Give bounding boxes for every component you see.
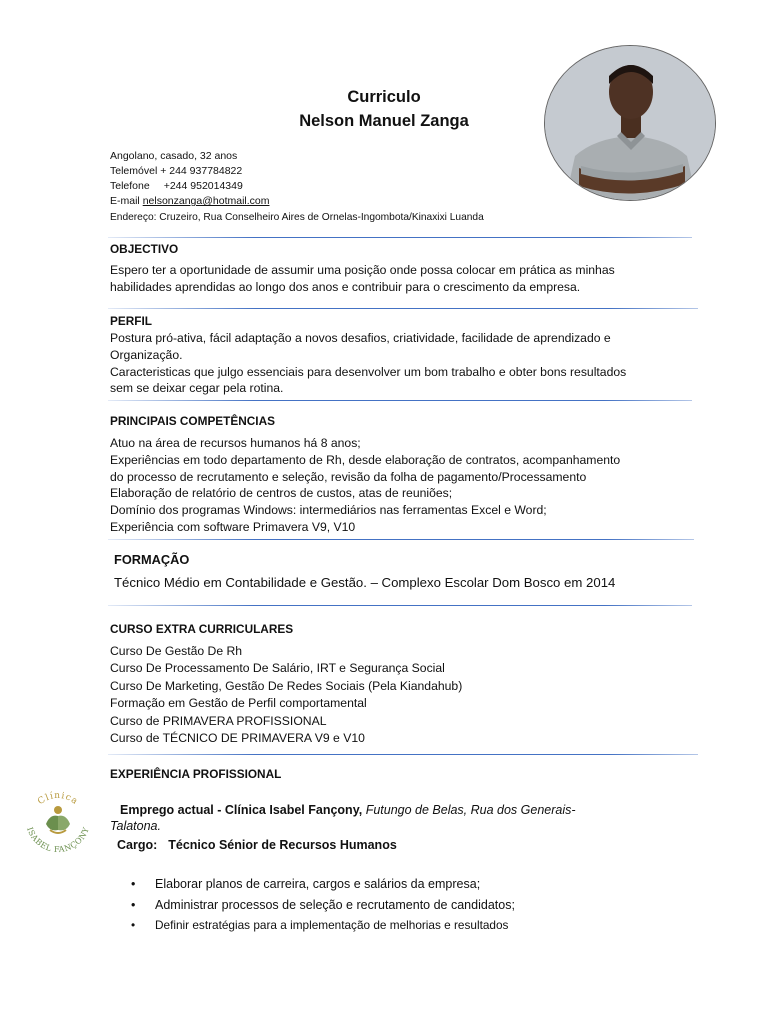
profile-line: Postura pró-ativa, fácil adaptação a novos desafios, criatividade, facilidade de aprendizado e	[110, 331, 611, 345]
duties-list	[130, 874, 690, 936]
phone-label: Telefone	[110, 180, 150, 192]
personal-info: Angolano, casado, 32 anos	[110, 150, 238, 162]
skills-line: Experiências em todo departamento de Rh, desde elaboração de contratos, acompanhamento	[110, 452, 621, 467]
skills-text	[110, 435, 710, 536]
section-divider	[108, 308, 698, 309]
course-item: Formação em Gestão de Perfil comportamental	[110, 696, 367, 711]
job-location: Futungo de Belas, Rua dos Generais-	[365, 803, 576, 817]
job-role	[117, 838, 397, 852]
education-text: Técnico Médio em Contabilidade e Gestão. – Complexo Escolar Dom Bosco em 2014	[114, 575, 616, 590]
course-item: Curso De Marketing, Gestão De Redes Sociais (Pela Kiandahub)	[110, 678, 463, 693]
bullet-icon: •	[131, 918, 136, 932]
course-item: Curso de PRIMAVERA PROFISSIONAL	[110, 713, 327, 728]
bullet-icon: •	[131, 897, 136, 912]
course-item: Curso De Processamento De Salário, IRT e Segurança Social	[110, 661, 445, 676]
phone-value: +244 952014349	[163, 180, 243, 192]
clinic-logo-icon	[20, 784, 96, 860]
candidate-name: Nelson Manuel Zanga	[299, 112, 469, 130]
duty-item	[130, 895, 690, 916]
svg-text:Clínica	[36, 790, 80, 807]
course-item: Curso de TÉCNICO DE PRIMAVERA V9 e V10	[110, 731, 365, 746]
education-heading: FORMAÇÃO	[114, 552, 190, 567]
profile-line: sem se deixar cegar pela rotina.	[110, 381, 284, 396]
email-label: E-mail	[110, 195, 140, 207]
duty-item	[130, 874, 690, 895]
objective-heading: OBJECTIVO	[110, 242, 179, 256]
job-company: Emprego actual - Clínica Isabel Fançony,	[120, 803, 363, 817]
objective-text	[110, 262, 700, 296]
email-row	[110, 194, 270, 209]
phone-row	[110, 179, 243, 194]
profile-photo	[544, 45, 716, 201]
duty-text: Administrar processos de seleção e recrutamento de candidatos;	[155, 897, 515, 912]
skills-line: Experiência com software Primavera V9, V10	[110, 519, 356, 534]
role-value: Técnico Sénior de Recursos Humanos	[168, 838, 397, 852]
profile-line: Caracteristicas que julgo essenciais para desenvolver um bom trabalho e obter bons resultados	[110, 364, 627, 379]
profile-line: Organização.	[110, 347, 183, 362]
logo-text-bottom: ISABEL FANÇONY	[25, 825, 91, 855]
mobile-phone: Telemóvel + 244 937784822	[110, 165, 243, 177]
objective-line: Espero ter a oportunidade de assumir uma posição onde possa colocar em prática as minhas	[110, 263, 615, 277]
section-divider	[108, 539, 694, 540]
skills-line: do processo de recrutamento e seleção, revisão da folha de pagamento/Processamento	[110, 469, 587, 484]
experience-heading: EXPERIÊNCIA PROFISSIONAL	[110, 767, 282, 781]
skills-line: Domínio dos programas Windows: intermediários nas ferramentas Excel e Word;	[110, 503, 547, 518]
section-divider	[108, 237, 692, 238]
section-divider	[108, 400, 692, 401]
duty-item	[130, 915, 690, 936]
profile-text	[110, 330, 710, 397]
skills-line: Elaboração de relatório de centros de custos, atas de reuniões;	[110, 486, 453, 501]
job-location-cont: Talatona.	[110, 819, 161, 833]
section-divider	[108, 754, 698, 755]
skills-heading: PRINCIPAIS COMPETÊNCIAS	[110, 414, 275, 428]
company-logo	[20, 784, 96, 860]
skills-line: Atuo na área de recursos humanos há 8 anos;	[110, 436, 361, 450]
bullet-icon: •	[131, 877, 136, 891]
section-divider	[108, 605, 692, 606]
address: Endereço: Cruzeiro, Rua Conselheiro Aires de Ornelas-Ingombota/Kinaxixi Luanda	[110, 212, 484, 223]
duty-text: Elaborar planos de carreira, cargos e salários da empresa;	[155, 877, 481, 891]
course-item: Curso De Gestão De Rh	[110, 644, 243, 658]
role-label: Cargo:	[117, 838, 158, 852]
profile-heading: PERFIL	[110, 314, 152, 328]
courses-heading: CURSO EXTRA CURRICULARES	[110, 622, 294, 636]
logo-text-top: Clínica	[36, 790, 80, 808]
objective-line: habilidades aprendidas ao longo dos anos e contribuir para o crescimento da empresa.	[110, 279, 581, 294]
document-title: Curriculo	[347, 88, 421, 106]
current-job	[120, 801, 640, 819]
email-link[interactable]: nelsonzanga@hotmail.com	[142, 195, 270, 207]
person-portrait-image	[545, 46, 716, 201]
duty-text: Definir estratégias para a implementação de melhorias e resultados	[155, 918, 509, 932]
courses-list	[110, 643, 670, 747]
